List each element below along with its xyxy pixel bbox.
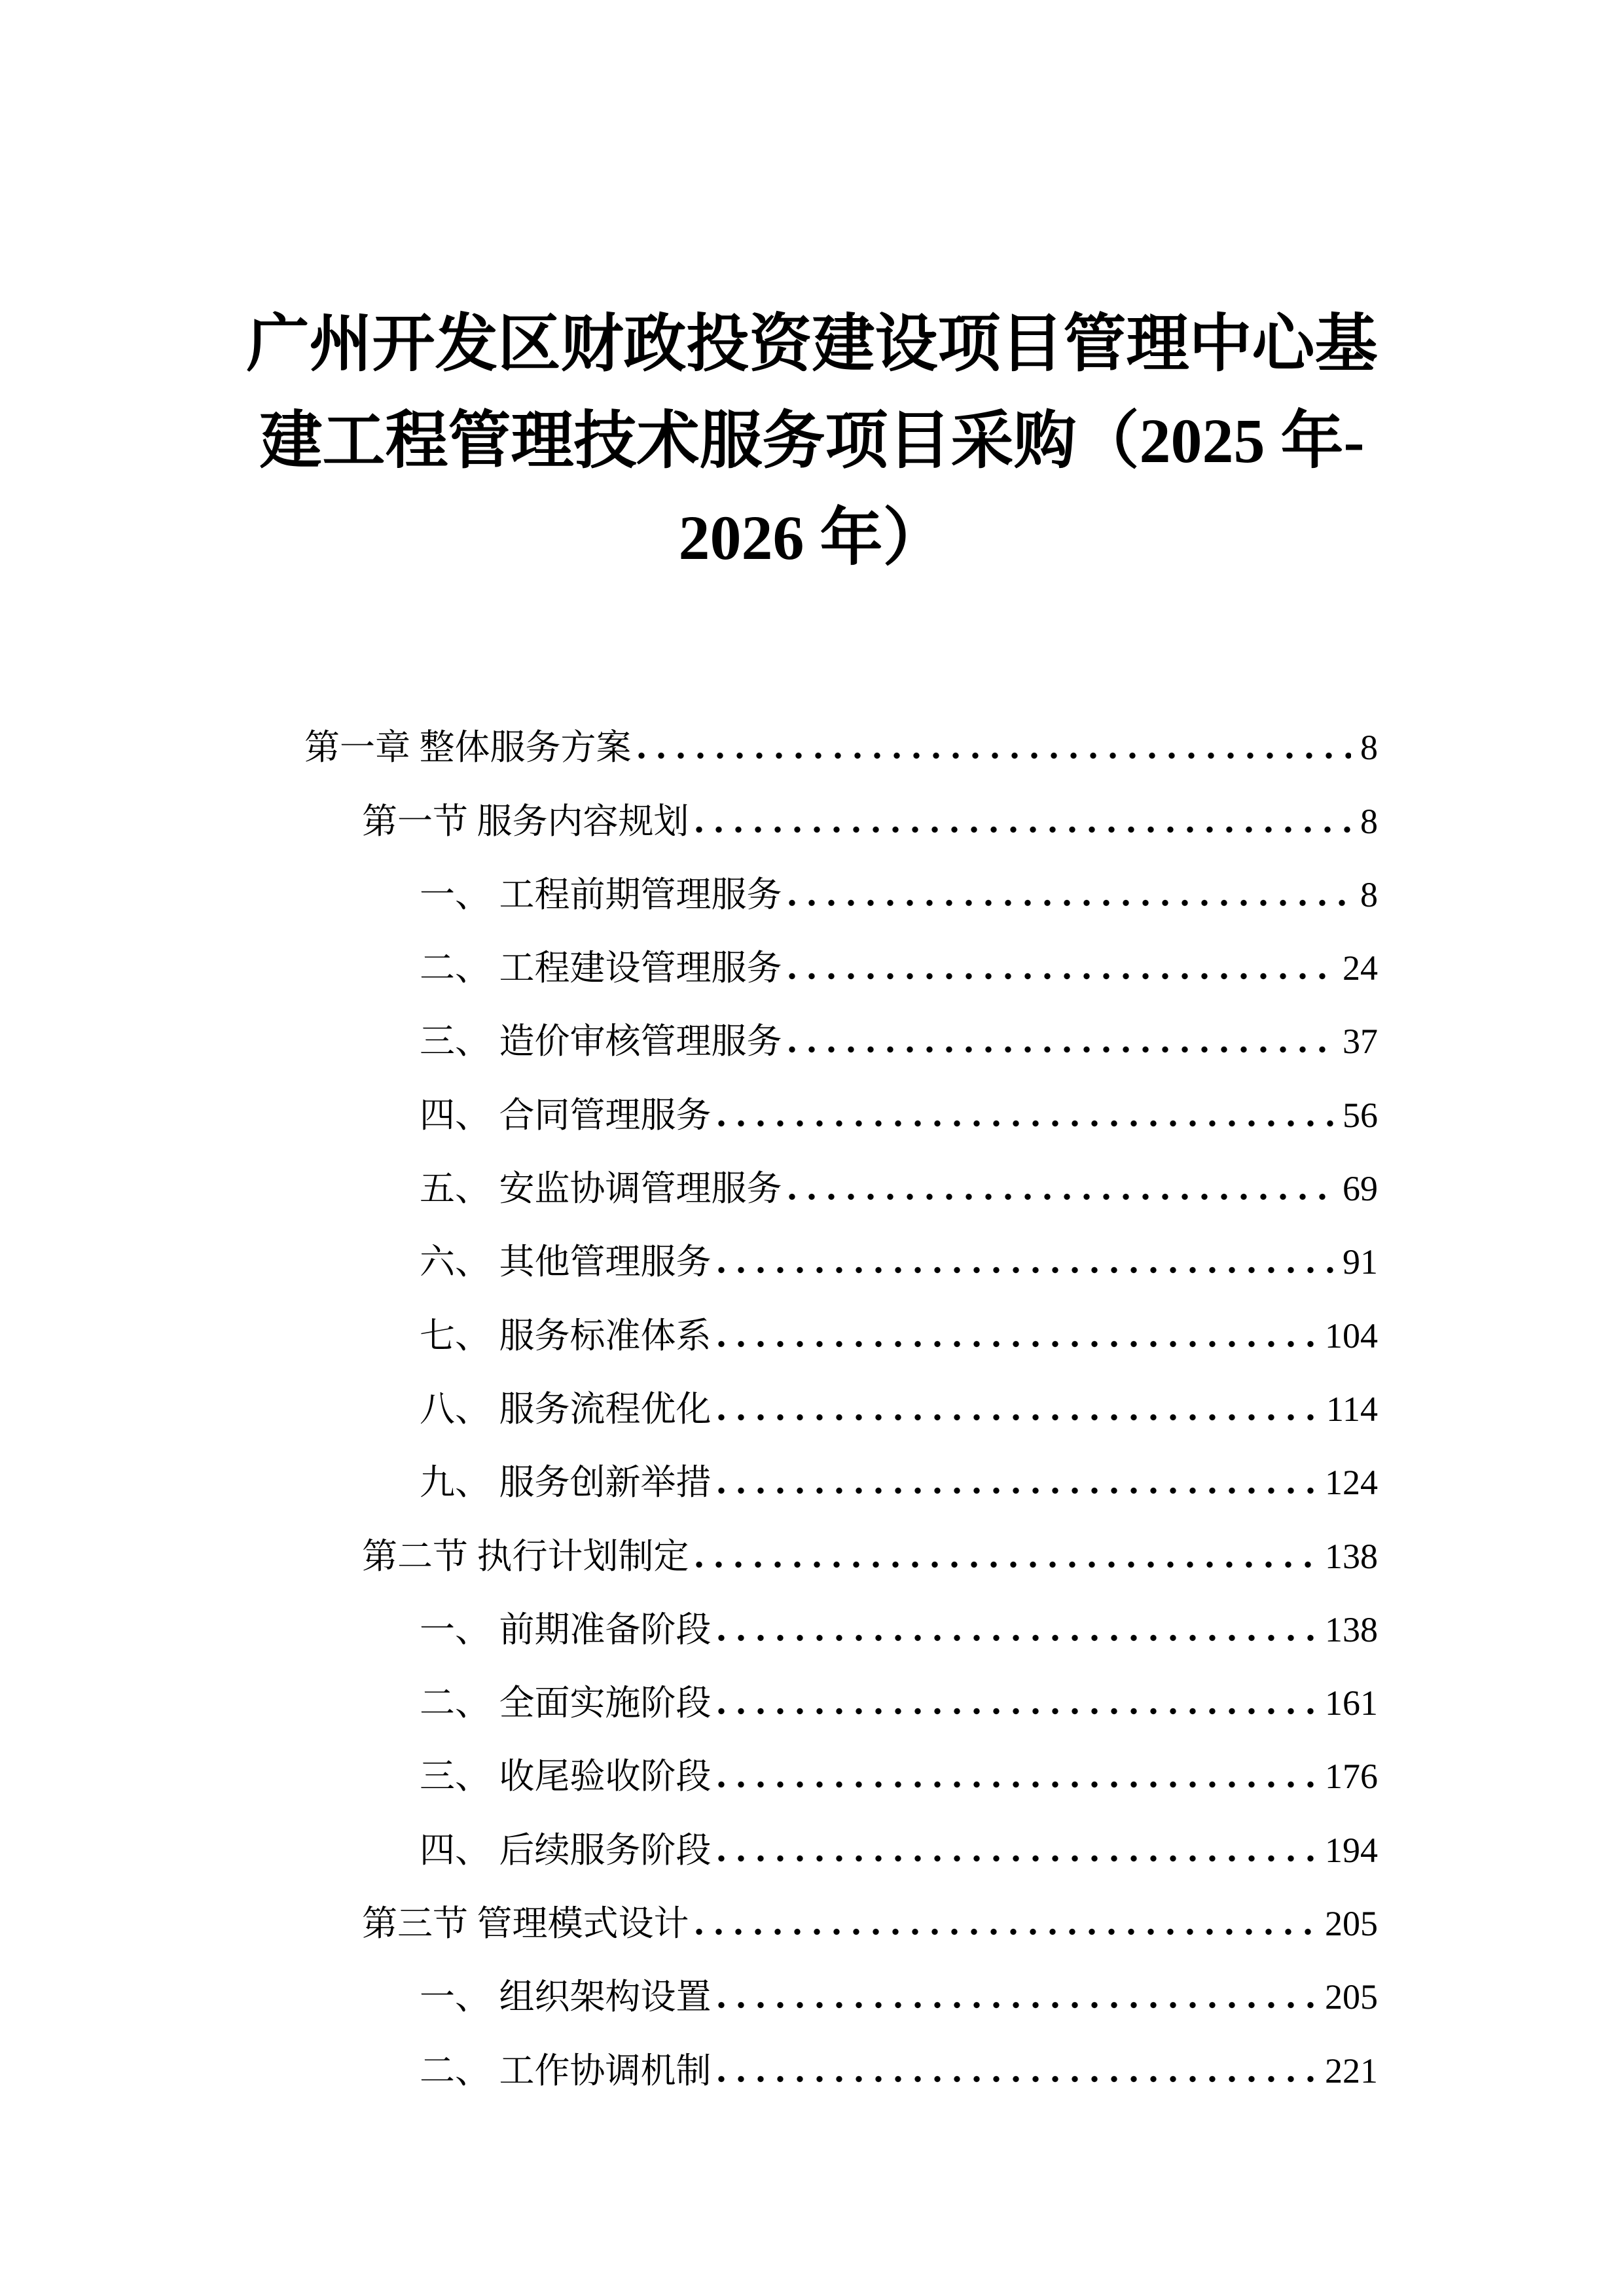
toc-entry-label: 二、 全面实施阶段 bbox=[420, 1683, 712, 1723]
toc-entry-label: 一、 工程前期管理服务 bbox=[420, 874, 782, 914]
toc-entry[interactable] bbox=[304, 779, 1378, 852]
toc-entry[interactable] bbox=[304, 999, 1378, 1073]
toc-entry-label: 八、 服务流程优化 bbox=[420, 1389, 712, 1429]
toc-entry[interactable] bbox=[304, 1147, 1378, 1220]
toc-entry-page: 24 bbox=[1343, 948, 1378, 988]
toc-entry[interactable] bbox=[304, 1220, 1378, 1293]
dot-leader bbox=[696, 1928, 1316, 1935]
dot-leader bbox=[696, 826, 1352, 833]
toc-entry[interactable] bbox=[304, 1293, 1378, 1367]
toc-entry-page: 221 bbox=[1325, 2051, 1378, 2090]
toc-entry[interactable] bbox=[304, 1588, 1378, 1661]
toc-entry-label: 三、 造价审核管理服务 bbox=[420, 1022, 782, 1062]
toc-entry[interactable] bbox=[304, 853, 1378, 926]
toc-entry[interactable] bbox=[304, 1367, 1378, 1441]
toc-entry-label: 一、 前期准备阶段 bbox=[420, 1609, 712, 1649]
toc-entry-page: 104 bbox=[1325, 1316, 1378, 1355]
toc-entry-page: 8 bbox=[1360, 728, 1378, 768]
dot-leader bbox=[718, 2075, 1316, 2083]
dot-leader bbox=[718, 1487, 1316, 1494]
dot-leader bbox=[718, 1120, 1334, 1127]
toc-entry-page: 8 bbox=[1360, 801, 1378, 841]
toc-entry[interactable] bbox=[304, 1514, 1378, 1587]
dot-leader bbox=[718, 2001, 1316, 2009]
dot-leader bbox=[718, 1266, 1334, 1274]
toc-entry-page: 8 bbox=[1360, 874, 1378, 914]
document-title bbox=[98, 296, 1526, 586]
toc-entry-page: 91 bbox=[1343, 1242, 1378, 1282]
toc-entry-page: 205 bbox=[1325, 1904, 1378, 1944]
dot-leader bbox=[718, 1634, 1316, 1641]
dot-leader bbox=[718, 1855, 1316, 1862]
dot-leader bbox=[789, 1193, 1334, 1200]
dot-leader bbox=[718, 1340, 1316, 1348]
toc-entry-page: 56 bbox=[1343, 1095, 1378, 1135]
toc-entry[interactable] bbox=[304, 1661, 1378, 1734]
dot-leader bbox=[789, 899, 1352, 906]
toc-entry-page: 37 bbox=[1343, 1022, 1378, 1062]
toc-entry[interactable] bbox=[304, 1073, 1378, 1146]
dot-leader bbox=[696, 1561, 1316, 1568]
toc-entry[interactable] bbox=[304, 1882, 1378, 1955]
dot-leader bbox=[718, 1414, 1318, 1421]
toc-entry-label: 五、 安监协调管理服务 bbox=[420, 1169, 782, 1209]
toc-entry-label: 二、 工作协调机制 bbox=[420, 2051, 712, 2090]
toc-entry[interactable] bbox=[304, 1734, 1378, 1808]
toc-entry-label: 第一节 服务内容规划 bbox=[362, 801, 689, 841]
toc-entry-label: 九、 服务创新举措 bbox=[420, 1463, 712, 1503]
document-title-line: 建工程管理技术服务项目采购（2025 年- bbox=[259, 406, 1365, 476]
dot-leader bbox=[718, 1708, 1316, 1715]
toc-entry-page: 138 bbox=[1325, 1609, 1378, 1649]
toc-entry-page: 205 bbox=[1325, 1977, 1378, 2017]
toc-entry-page: 114 bbox=[1326, 1389, 1378, 1429]
toc-entry[interactable] bbox=[304, 1808, 1378, 1881]
toc-entry-label: 第二节 执行计划制定 bbox=[362, 1536, 689, 1576]
dot-leader bbox=[718, 1781, 1316, 1788]
toc-entry-label: 四、 后续服务阶段 bbox=[420, 1830, 712, 1870]
toc-entry-page: 138 bbox=[1325, 1536, 1378, 1576]
toc-entry-page: 194 bbox=[1325, 1830, 1378, 1870]
toc-entry[interactable] bbox=[304, 2028, 1378, 2102]
toc-entry-label: 二、 工程建设管理服务 bbox=[420, 948, 782, 988]
toc-entry-label: 第一章 整体服务方案 bbox=[304, 728, 632, 768]
dot-leader bbox=[789, 1046, 1334, 1053]
toc-entry-label: 三、 收尾验收阶段 bbox=[420, 1757, 712, 1797]
document-title-line: 2026 年） bbox=[678, 503, 946, 573]
document-title-line: 广州开发区财政投资建设项目管理中心基 bbox=[246, 309, 1378, 379]
toc-entry-page: 69 bbox=[1343, 1169, 1378, 1209]
toc-entry-page: 124 bbox=[1325, 1463, 1378, 1503]
toc-entry-page: 161 bbox=[1325, 1683, 1378, 1723]
toc-entry-label: 一、 组织架构设置 bbox=[420, 1977, 712, 2017]
toc-entry-label: 七、 服务标准体系 bbox=[420, 1316, 712, 1355]
toc-entry-label: 四、 合同管理服务 bbox=[420, 1095, 712, 1135]
toc-entry[interactable] bbox=[304, 926, 1378, 999]
toc-entry-label: 第三节 管理模式设计 bbox=[362, 1904, 689, 1944]
dot-leader bbox=[638, 752, 1352, 759]
toc-entry[interactable] bbox=[304, 1955, 1378, 2028]
toc-entry[interactable] bbox=[304, 706, 1378, 779]
dot-leader bbox=[789, 973, 1334, 980]
toc-entry-page: 176 bbox=[1325, 1757, 1378, 1797]
toc-entry[interactable] bbox=[304, 1441, 1378, 1514]
toc-entry-label: 六、 其他管理服务 bbox=[420, 1242, 712, 1282]
table-of-contents bbox=[304, 706, 1378, 2102]
